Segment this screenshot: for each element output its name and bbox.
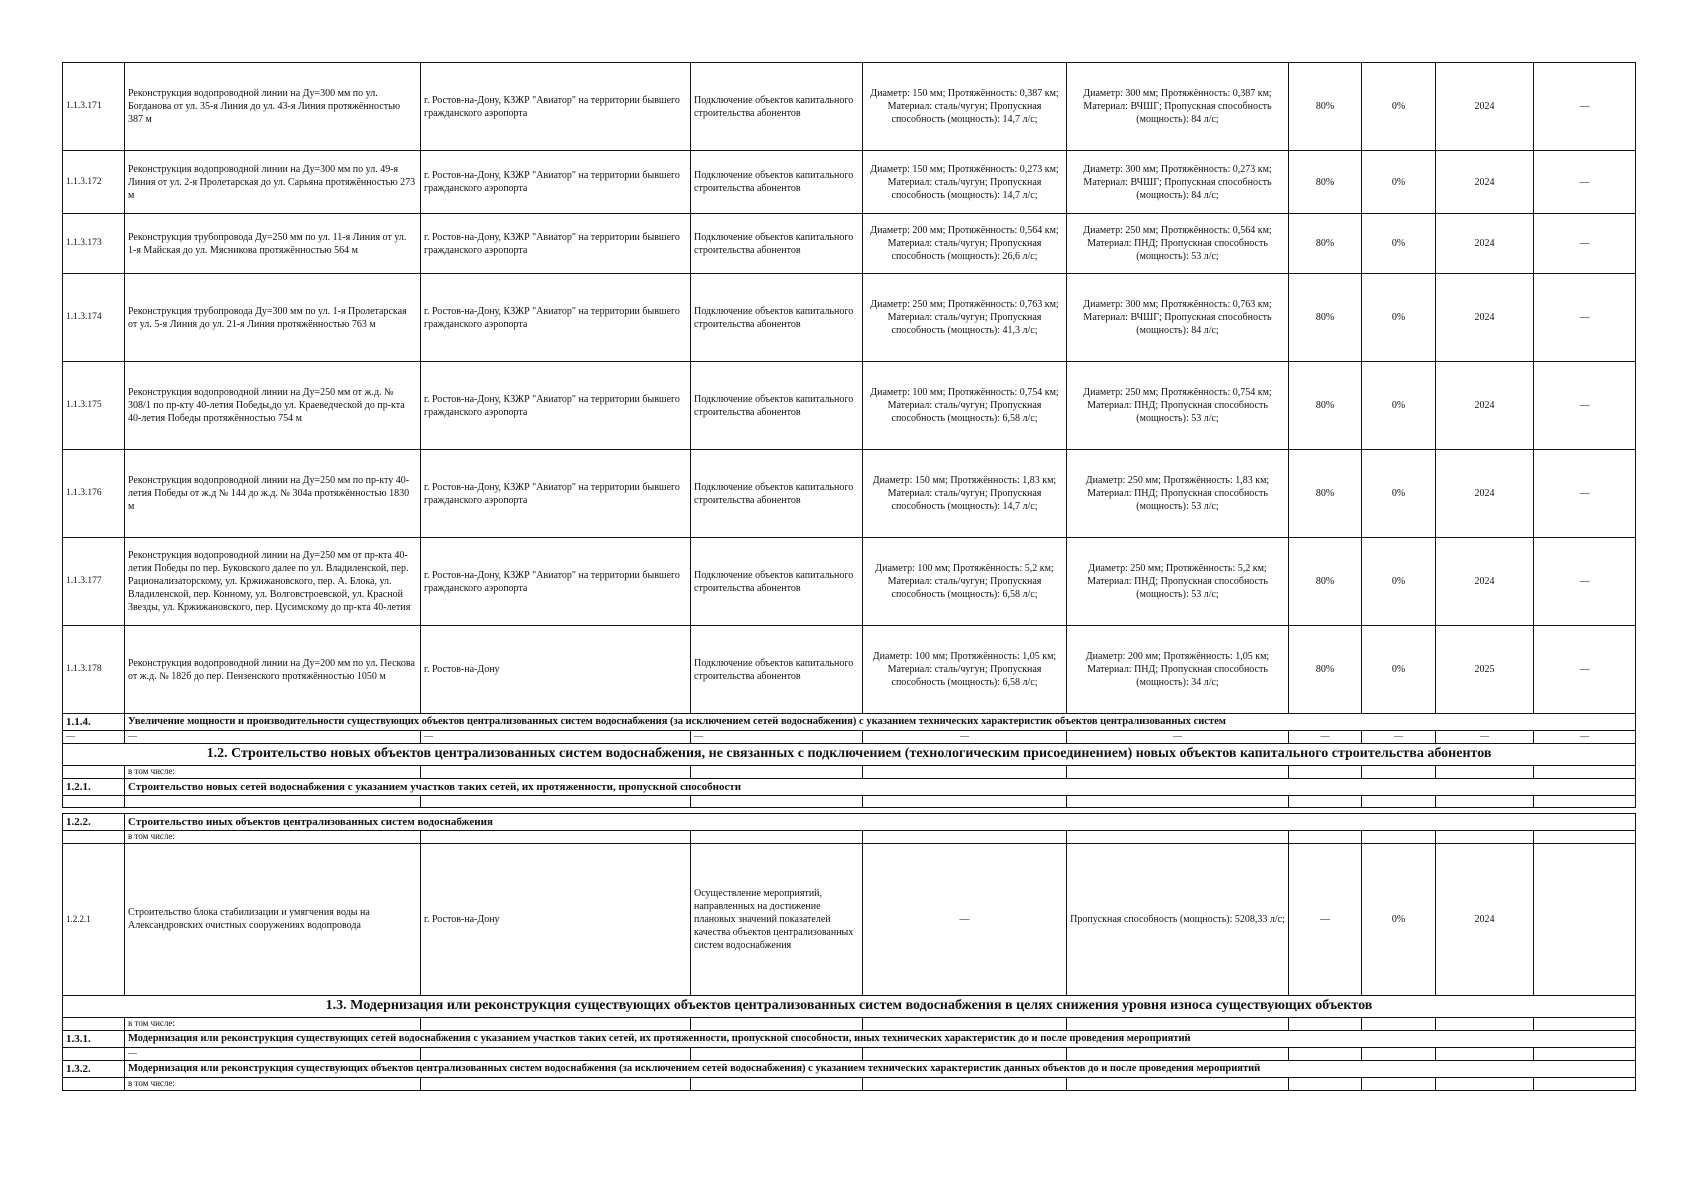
including-row (63, 831, 1636, 844)
including-label: в том числе: (125, 765, 421, 778)
completion-year: 2024 (1436, 214, 1534, 274)
wear-before: 80% (1289, 214, 1362, 274)
wear-after: 0% (1362, 843, 1436, 995)
location: г. Ростов-на-Дону, КЗЖР "Авиатор" на территории бывшего гражданского аэропорта (421, 151, 691, 214)
section-title: Строительство иных объектов централизованных систем водоснабжения (125, 813, 1636, 830)
section-1-3-2 (63, 1060, 1636, 1077)
wear-after: 0% (1362, 538, 1436, 626)
characteristics-before: Диаметр: 150 мм; Протяжённость: 0,273 км; Материал: сталь/чугун; Пропускная способность (мощность): 14,7 л/с; (863, 151, 1067, 214)
section-1-3-title (63, 995, 1636, 1017)
reconstruction-rows (63, 63, 1636, 714)
measure-name: Реконструкция водопроводной линии на Ду=250 мм по пр-кту 40-летия Победы от ж.д № 144 до ж.д. № 304а протяжённостью 1830 м (125, 450, 421, 538)
characteristics-before: Диаметр: 150 мм; Протяжённость: 1,83 км; Материал: сталь/чугун; Пропускная способность (мощность): 14,7 л/с; (863, 450, 1067, 538)
characteristics-after: Диаметр: 200 мм; Протяжённость: 1,05 км; Материал: ПНД; Пропускная способность (мощность): 34 л/с; (1067, 626, 1289, 714)
characteristics-after: Диаметр: 300 мм; Протяжённость: 0,273 км; Материал: ВЧШГ; Пропускная способность (мощность): 84 л/с; (1067, 151, 1289, 214)
section-title: Модернизация или реконструкция существующих объектов централизованных систем водоснабжения (за исключением сетей водоснабжения) с указанием технических характеристик данных объектов до и после проведения мероприятий (125, 1060, 1636, 1077)
section-title: 1.2. Строительство новых объектов централизованных систем водоснабжения, не связанных с подключением (технологическим присоединением) новых объектов капитального строительства абонентов (63, 743, 1636, 765)
including-row (63, 765, 1636, 778)
characteristics-after: Диаметр: 250 мм; Протяжённость: 1,83 км; Материал: ПНД; Пропускная способность (мощность): 53 л/с; (1067, 450, 1289, 538)
table-row (63, 214, 1636, 274)
measure-name: Реконструкция водопроводной линии на Ду=200 мм по ул. Пескова от ж.д. № 182б до пер. Пензенского протяжённостью 1050 м (125, 626, 421, 714)
wear-after: 0% (1362, 274, 1436, 362)
section-1-3-1 (63, 1030, 1636, 1047)
investment-program-table (62, 62, 1636, 1091)
purpose: Подключение объектов капитального строительства абонентов (691, 538, 863, 626)
completion-year: 2024 (1436, 843, 1534, 995)
characteristics-after: Диаметр: 300 мм; Протяжённость: 0,763 км; Материал: ВЧШГ; Пропускная способность (мощность): 84 л/с; (1067, 274, 1289, 362)
measure-name: Реконструкция водопроводной линии на Ду=250 мм от пр-кта 40-летия Победы по пер. Буковского далее по ул. Владиленской, пер. Рационализаторскому, ул. Кржижановского, пер. А. Блока, ул. Владиленской, пер. Конному, ул. Волговстроевской, ул. Красной Звезды, ул. Кржижановского, пер. Цусимскому до пр-кта 40-летия (125, 538, 421, 626)
sections-body (63, 714, 1636, 1091)
characteristics-before: Диаметр: 200 мм; Протяжённость: 0,564 км; Материал: сталь/чугун; Пропускная способность (мощность): 26,6 л/с; (863, 214, 1067, 274)
measure-name: Строительство блока стабилизации и умягчения воды на Александровских очистных сооружениях водопровода (125, 843, 421, 995)
completion-year: 2025 (1436, 626, 1534, 714)
characteristics-before: Диаметр: 100 мм; Протяжённость: 0,754 км; Материал: сталь/чугун; Пропускная способность (мощность): 6,58 л/с; (863, 362, 1067, 450)
location: г. Ростов-на-Дону, КЗЖР "Авиатор" на территории бывшего гражданского аэропорта (421, 450, 691, 538)
completion-year: 2024 (1436, 63, 1534, 151)
section-1-1-4 (63, 714, 1636, 731)
note: — (1534, 450, 1636, 538)
completion-year: 2024 (1436, 538, 1534, 626)
location: г. Ростов-на-Дону, КЗЖР "Авиатор" на территории бывшего гражданского аэропорта (421, 274, 691, 362)
completion-year: 2024 (1436, 274, 1534, 362)
wear-after: 0% (1362, 151, 1436, 214)
measure-name: Реконструкция водопроводной линии на Ду=250 мм от ж.д. № 308/1 по пр-кту 40-летия Победы,до ул. Краеведческой до пр-кта 40-летия Победы протяжённостью 754 м (125, 362, 421, 450)
purpose: Подключение объектов капитального строительства абонентов (691, 362, 863, 450)
location: г. Ростов-на-Дону (421, 843, 691, 995)
characteristics-before: Диаметр: 100 мм; Протяжённость: 1,05 км; Материал: сталь/чугун; Пропускная способность (мощность): 6,58 л/с; (863, 626, 1067, 714)
wear-before: 80% (1289, 63, 1362, 151)
note: — (1534, 362, 1636, 450)
wear-after: 0% (1362, 214, 1436, 274)
characteristics-before: Диаметр: 250 мм; Протяжённость: 0,763 км; Материал: сталь/чугун; Пропускная способность (мощность): 41,3 л/с; (863, 274, 1067, 362)
section-title: Строительство новых сетей водоснабжения с указанием участков таких сетей, их протяженности, пропускной способности (125, 778, 1636, 795)
row-number: 1.1.3.173 (63, 214, 125, 274)
location: г. Ростов-на-Дону, КЗЖР "Авиатор" на территории бывшего гражданского аэропорта (421, 538, 691, 626)
section-number: 1.1.4. (63, 714, 125, 731)
location: г. Ростов-на-Дону, КЗЖР "Авиатор" на территории бывшего гражданского аэропорта (421, 214, 691, 274)
empty-dash-row: — — — — — — — — — — (63, 731, 1636, 744)
table-row (63, 450, 1636, 538)
characteristics-after: Диаметр: 250 мм; Протяжённость: 0,754 км; Материал: ПНД; Пропускная способность (мощность): 53 л/с; (1067, 362, 1289, 450)
section-title: 1.3. Модернизация или реконструкция существующих объектов централизованных систем водоснабжения в целях снижения уровня износа существующих объектов (63, 995, 1636, 1017)
measure-name: Реконструкция трубопровода Ду=300 мм по ул. 1-я Пролетарская от ул. 5-я Линия до ул. 21-я Линия протяжённостью 763 м (125, 274, 421, 362)
wear-after: 0% (1362, 450, 1436, 538)
measure-name: Реконструкция трубопровода Ду=250 мм по ул. 11-я Линия от ул. 1-я Майская до ул. Мясникова протяжённостью 564 м (125, 214, 421, 274)
section-1-2-2 (63, 813, 1636, 830)
purpose: Подключение объектов капитального строительства абонентов (691, 214, 863, 274)
completion-year: 2024 (1436, 362, 1534, 450)
characteristics-before: Диаметр: 100 мм; Протяжённость: 5,2 км; Материал: сталь/чугун; Пропускная способность (мощность): 6,58 л/с; (863, 538, 1067, 626)
table-row (63, 151, 1636, 214)
section-number: 1.3.2. (63, 1060, 125, 1077)
wear-after: 0% (1362, 362, 1436, 450)
characteristics-before: Диаметр: 150 мм; Протяжённость: 0,387 км; Материал: сталь/чугун; Пропускная способность (мощность): 14,7 л/с; (863, 63, 1067, 151)
row-number: 1.1.3.178 (63, 626, 125, 714)
purpose: Подключение объектов капитального строительства абонентов (691, 450, 863, 538)
table-row (63, 63, 1636, 151)
row-number: 1.1.3.172 (63, 151, 125, 214)
row-number: 1.2.2.1 (63, 843, 125, 995)
row-number: 1.1.3.176 (63, 450, 125, 538)
characteristics-after: Пропускная способность (мощность): 5208,33 л/с; (1067, 843, 1289, 995)
measure-name: Реконструкция водопроводной линии на Ду=300 мм по ул. 49-я Линия от ул. 2-я Пролетарская до ул. Сарьяна протяжённостью 273 м (125, 151, 421, 214)
note: — (1534, 214, 1636, 274)
note: — (1534, 151, 1636, 214)
table-row (63, 538, 1636, 626)
wear-before: 80% (1289, 626, 1362, 714)
purpose: Подключение объектов капитального строительства абонентов (691, 63, 863, 151)
measure-name: Реконструкция водопроводной линии на Ду=300 мм по ул. Богданова от ул. 35-я Линия до ул. 43-я Линия протяжённостью 387 м (125, 63, 421, 151)
row-number: 1.1.3.177 (63, 538, 125, 626)
including-label: в том числе: (125, 831, 421, 844)
section-number: 1.2.2. (63, 813, 125, 830)
wear-before: 80% (1289, 538, 1362, 626)
section-number: 1.3.1. (63, 1030, 125, 1047)
completion-year: 2024 (1436, 151, 1534, 214)
section-1-2-1 (63, 778, 1636, 795)
section-number: 1.2.1. (63, 778, 125, 795)
note: — (1534, 626, 1636, 714)
characteristics-after: Диаметр: 300 мм; Протяжённость: 0,387 км; Материал: ВЧШГ; Пропускная способность (мощность): 84 л/с; (1067, 63, 1289, 151)
section-1-2-title (63, 743, 1636, 765)
dash-row: — (63, 1047, 1636, 1060)
wear-before: 80% (1289, 274, 1362, 362)
including-row (63, 1017, 1636, 1030)
location: г. Ростов-на-Дону, КЗЖР "Авиатор" на территории бывшего гражданского аэропорта (421, 63, 691, 151)
including-row (63, 1077, 1636, 1090)
including-label: в том числе: (125, 1077, 421, 1090)
table-row (63, 274, 1636, 362)
row-number: 1.1.3.174 (63, 274, 125, 362)
section-title: Увеличение мощности и производительности существующих объектов централизованных систем водоснабжения (за исключением сетей водоснабжения) с указанием технических характеристик объектов централизованных систем (125, 714, 1636, 731)
row-number: 1.1.3.171 (63, 63, 125, 151)
wear-before: 80% (1289, 362, 1362, 450)
section-title: Модернизация или реконструкция существующих сетей водоснабжения с указанием участков таких сетей, их протяженности, пропускной способности, иных технических характеристик до и после проведения мероприятий (125, 1030, 1636, 1047)
wear-before: 80% (1289, 450, 1362, 538)
row-number: 1.1.3.175 (63, 362, 125, 450)
wear-before: 80% (1289, 151, 1362, 214)
purpose: Подключение объектов капитального строительства абонентов (691, 151, 863, 214)
note: — (1534, 274, 1636, 362)
completion-year: 2024 (1436, 450, 1534, 538)
characteristics-before: — (863, 843, 1067, 995)
wear-after: 0% (1362, 63, 1436, 151)
wear-before: — (1289, 843, 1362, 995)
table-row (63, 362, 1636, 450)
wear-after: 0% (1362, 626, 1436, 714)
including-label: в том числе: (125, 1017, 421, 1030)
location: г. Ростов-на-Дону (421, 626, 691, 714)
empty-row (63, 795, 1636, 807)
table-row (63, 843, 1636, 995)
purpose: Осуществление мероприятий, направленных на достижение плановых значений показателей качества объектов централизованных систем водоснабжения (691, 843, 863, 995)
characteristics-after: Диаметр: 250 мм; Протяжённость: 5,2 км; Материал: ПНД; Пропускная способность (мощность): 53 л/с; (1067, 538, 1289, 626)
table-row (63, 626, 1636, 714)
purpose: Подключение объектов капитального строительства абонентов (691, 274, 863, 362)
purpose: Подключение объектов капитального строительства абонентов (691, 626, 863, 714)
characteristics-after: Диаметр: 250 мм; Протяжённость: 0,564 км; Материал: ПНД; Пропускная способность (мощность): 53 л/с; (1067, 214, 1289, 274)
note: — (1534, 538, 1636, 626)
note: — (1534, 63, 1636, 151)
location: г. Ростов-на-Дону, КЗЖР "Авиатор" на территории бывшего гражданского аэропорта (421, 362, 691, 450)
